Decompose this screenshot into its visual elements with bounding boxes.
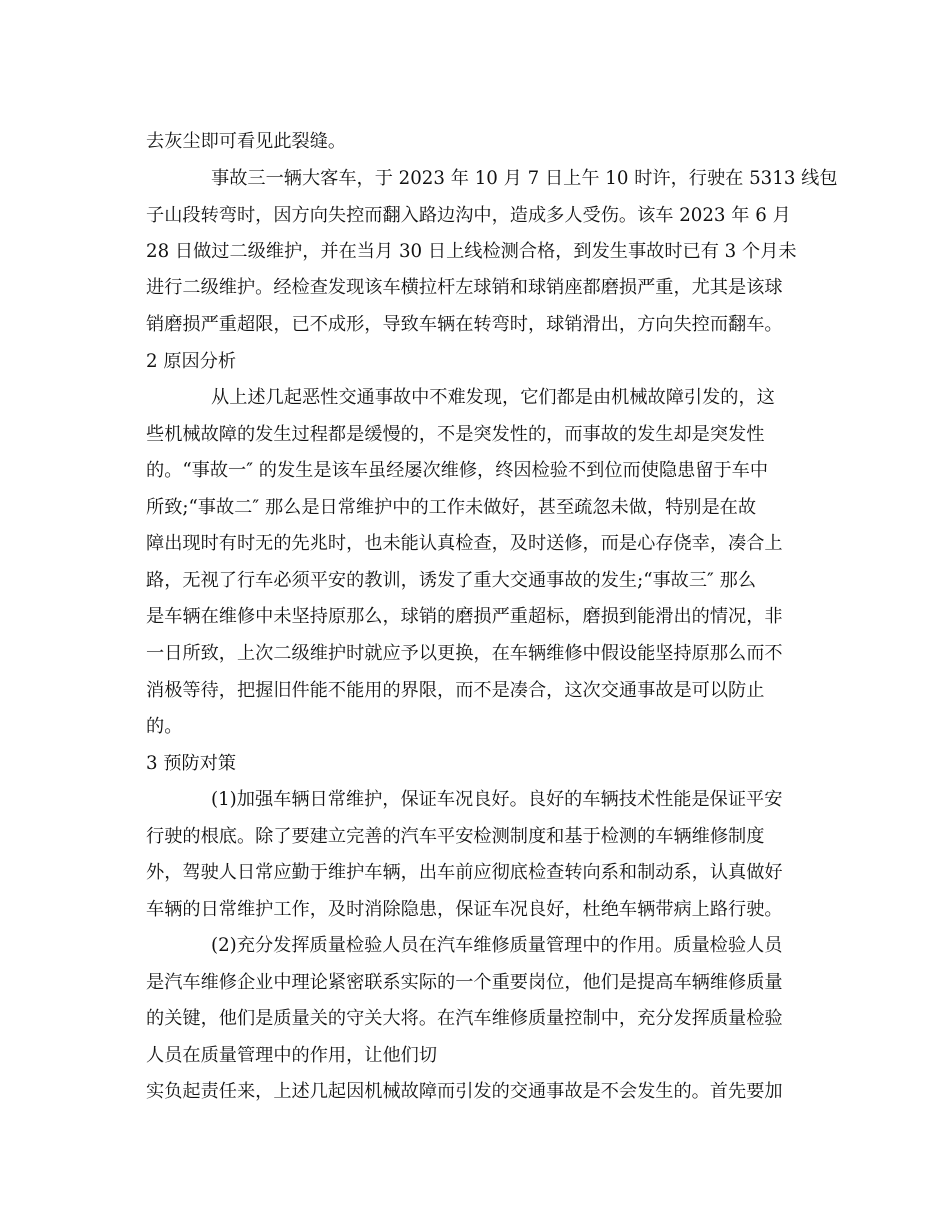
text-line: 是车辆在维修中未坚持原那么，球销的磨损严重超标，磨损到能滑出的情况，非 — [146, 606, 783, 627]
text-line: 28 日做过二级维护，并在当月 30 日上线检测合格，到发生事故时已有 3 个月未 — [146, 241, 797, 262]
text-line: 人员在质量管理中的作用，让他们切 — [146, 1045, 438, 1066]
text-line: 的。“事故一″ 的发生是该车虽经屡次维修，终因检验不到位而使隐患留于车中 — [146, 460, 769, 481]
text-line: 进行二级维护。经检查发现该车横拉杆左球销和球销座都磨损严重，尤其是该球 — [146, 277, 783, 298]
text-line: 些机械故障的发生过程都是缓慢的，不是突发性的，而事故的发生却是突发性 — [146, 424, 765, 445]
section-heading: 2 原因分析 — [146, 351, 237, 372]
text-line: 去灰尘即可看见此裂缝。 — [146, 131, 347, 152]
text-line: 行驶的根底。除了要建立完善的汽车平安检测制度和基于检测的车辆维修制度 — [146, 826, 765, 847]
text-line: 子山段转弯时，因方向失控而翻入路边沟中，造成多人受伤。该车 2023 年 6 月 — [146, 205, 791, 226]
text-line: 路，无视了行车必须平安的教训，诱发了重大交通事故的发生;“事故三″ 那么 — [146, 570, 757, 591]
text-line: 是汽车维修企业中理论紧密联系实际的一个重要岗位，他们是提高车辆维修质量 — [146, 972, 783, 993]
text-line: 的。 — [146, 716, 183, 737]
paragraph-start-line: 事故三一辆大客车，于 2023 年 10 月 7 日上午 10 时许，行驶在 5313 线包 — [211, 168, 838, 189]
paragraph-start-line: 从上述几起恶性交通事故中不难发现，它们都是由机械故障引发的，这 — [211, 387, 775, 408]
section-heading: 3 预防对策 — [146, 753, 237, 774]
text-line: 的关键，他们是质量关的守关大将。在汽车维修质量控制中，充分发挥质量检验 — [146, 1008, 783, 1029]
text-line: 消极等待，把握旧件能不能用的界限，而不是凑合，这次交通事故是可以防止 — [146, 680, 765, 701]
text-line: 外，驾驶人日常应勤于维护车辆，出车前应彻底检查转向系和制动系，认真做好 — [146, 862, 783, 883]
text-line: 实负起责任来，上述几起因机械故障而引发的交通事故是不会发生的。首先要加 — [146, 1081, 783, 1102]
text-line: 所致;“事故二″ 那么是日常维护中的工作未做好，甚至疏忽未做，特别是在故 — [146, 497, 757, 518]
text-line: 销磨损严重超限，已不成形，导致车辆在转弯时，球销滑出，方向失控而翻车。 — [146, 314, 783, 335]
paragraph-start-line: (1)加强车辆日常维护，保证车况良好。良好的车辆技术性能是保证平安 — [211, 789, 783, 810]
text-line: 车辆的日常维护工作，及时消除隐患，保证车况良好，杜绝车辆带病上路行驶。 — [146, 899, 783, 920]
text-line: 障出现时有时无的先兆时，也未能认真检查，及时送修，而是心存侥幸，凑合上 — [146, 533, 783, 554]
text-line: 一日所致，上次二级维护时就应予以更换，在车辆维修中假设能坚持原那么而不 — [146, 643, 783, 664]
paragraph-start-line: (2)充分发挥质量检验人员在汽车维修质量管理中的作用。质量检验人员 — [211, 935, 783, 956]
